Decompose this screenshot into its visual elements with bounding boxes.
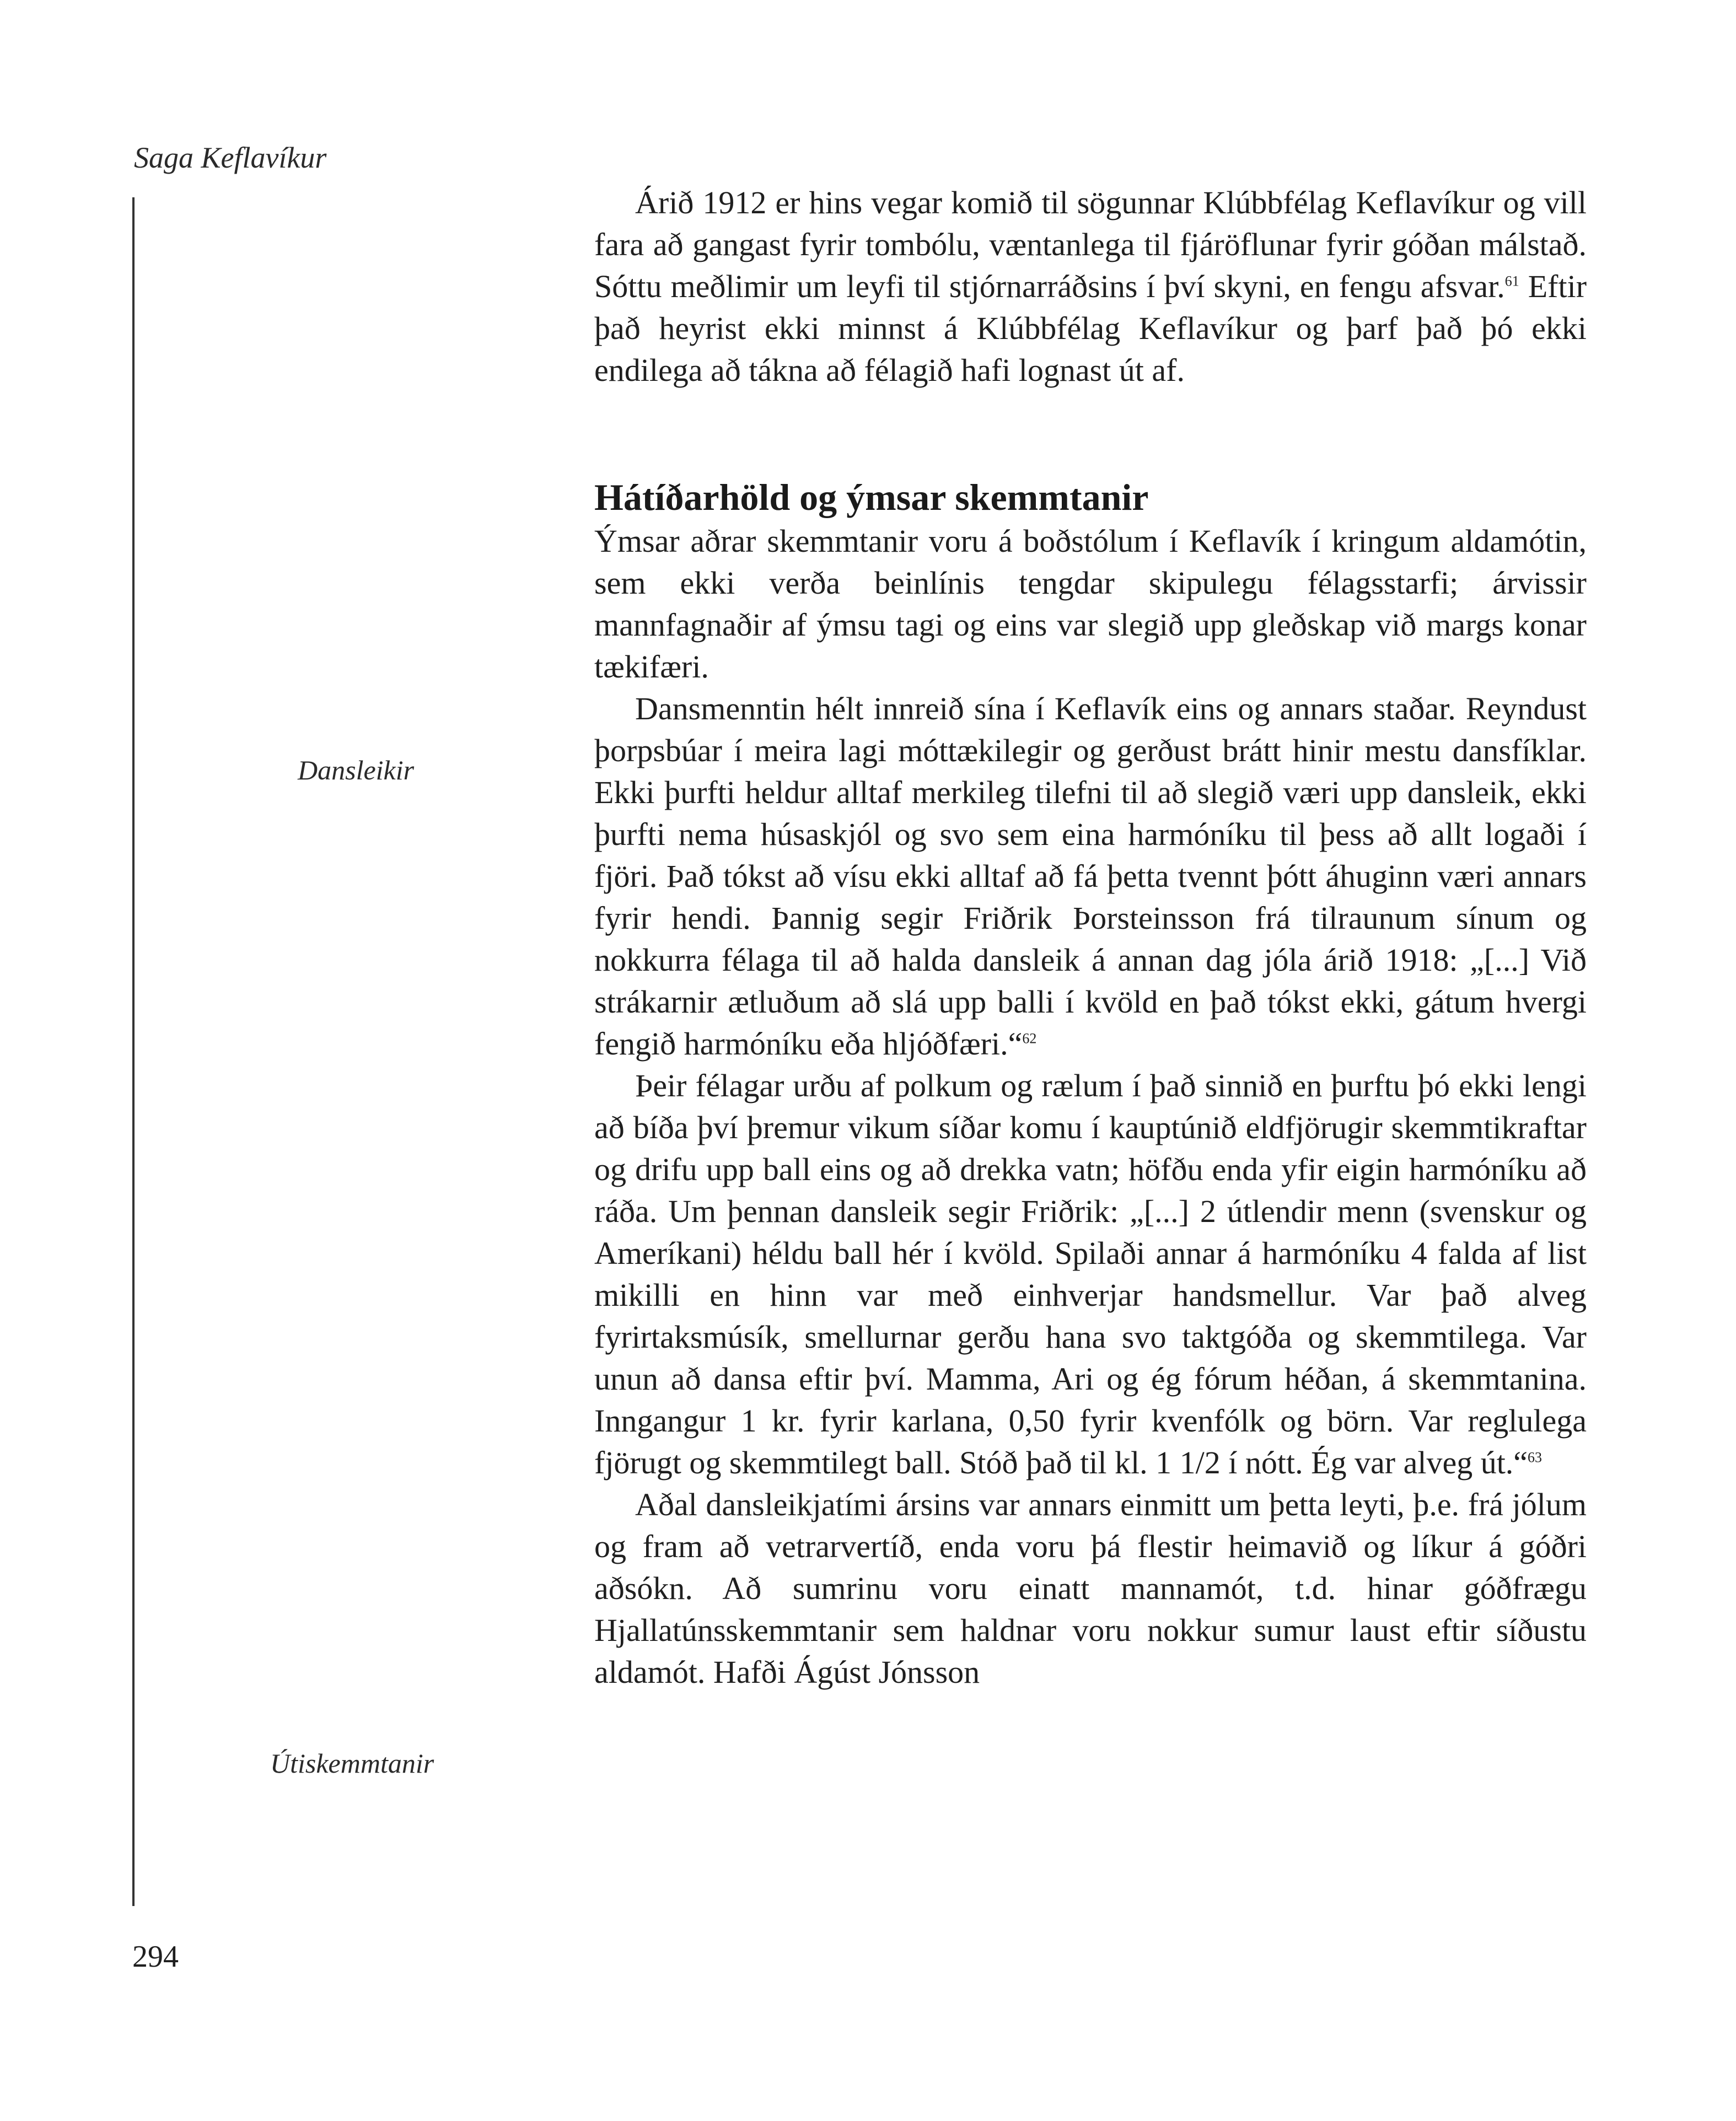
footnote-ref: 62 bbox=[1022, 1030, 1037, 1047]
footnote-ref: 61 bbox=[1504, 273, 1519, 289]
page-number: 294 bbox=[132, 1940, 179, 1974]
paragraph-dansmenntin-text: Dansmenntin hélt innreið sína í Keflavík eins og annars staðar. Reyndust þorpsbúar í meira lagi móttækilegir og gerðust brátt hinir mestu dansfíklar. Ekki þurfti heldur alltaf merkileg tilefni til að slegið væri upp dansleik, ekki þurfti nema húsaskjól og svo sem eina harmóníku til þess að allt logaði í fjöri. Það tókst að vísu ekki alltaf að fá þetta tvennt þótt áhuginn væri annars fyrir hendi. Þannig segir Friðrik Þorsteinsson frá tilraunum sínum og nokkurra félaga til að halda dansleik á annan dag jóla árið 1918: „[...] Við strákarnir ætluðum að slá upp balli í kvöld en það tókst ekki, gátum hvergi fengið harmóníku eða hljóðfæri.“ bbox=[594, 691, 1587, 1062]
running-head: Saga Keflavíkur bbox=[134, 141, 327, 174]
main-text-column bbox=[594, 182, 1587, 1693]
margin-rule bbox=[132, 197, 135, 1906]
footnote-ref: 63 bbox=[1528, 1449, 1542, 1466]
paragraph-intro-text-cont: Eftir það heyrist ekki minnst á Klúbbfélag Keflavíkur og þarf það þó ekki endilega að tákna að félagið hafi lognast út af. bbox=[594, 268, 1587, 388]
side-note-utiskemmtanir: Útiskemmtanir bbox=[270, 1748, 434, 1779]
paragraph-dansleikjatimi: Aðal dansleikjatími ársins var annars einmitt um þetta leyti, þ.e. frá jólum og fram að vetrarvertíð, enda voru þá flestir heimavið og líkur á góðri aðsókn. Að sumrinu voru einatt mannamót, t.d. hinar góðfrægu Hjallatúnsskemmtanir sem haldnar voru nokkur sumur laust eftir síðustu aldamót. Hafði Ágúst Jónsson bbox=[594, 1487, 1587, 1690]
paragraph-intro bbox=[594, 182, 1587, 391]
paragraph-felagar bbox=[594, 1065, 1587, 1484]
paragraph-dansmenntin bbox=[594, 688, 1587, 1065]
side-note-dansleikir: Dansleikir bbox=[298, 755, 415, 785]
paragraph-felagar-text: Þeir félagar urðu af polkum og rælum í það sinnið en þurftu þó ekki lengi að bíða því þremur vikum síðar komu í kauptúnið eldfjörugir skemmtikraftar og drifu upp ball eins og að drekka vatn; höfðu enda yfir eigin harmóníku að ráða. Um þennan dansleik segir Friðrik: „[...] 2 útlendir menn (svenskur og Ameríkani) héldu ball hér í kvöld. Spilaði annar á harmóníku 4 falda af list mikilli en hinn var með einhverjar handsmellur. Var það alveg fyrirtaksmúsík, smellurnar gerðu hana svo taktgóða og skemmtilega. Var unun að dansa eftir því. Mamma, Ari og ég fórum héðan, á skemmtanina. Inngangur 1 kr. fyrir karlana, 0,50 fyrir kvenfólk og börn. Var reglulega fjörugt og skemmtilegt ball. Stóð það til kl. 1 1/2 í nótt. Ég var alveg út.“ bbox=[594, 1068, 1587, 1481]
paragraph-skemmtanir: Ýmsar aðrar skemmtanir voru á boðstólum í Keflavík í kringum aldamótin, sem ekki verða beinlínis tengdar skipulegu félagsstarfi; árvissir mannfagnaðir af ýmsu tagi og eins var slegið upp gleðskap við margs konar tækifæri. bbox=[594, 523, 1587, 685]
paragraph-intro-text: Árið 1912 er hins vegar komið til sögunnar Klúbbfélag Keflavíkur og vill fara að gangast fyrir tombólu, væntanlega til fjáröflunar fyrir góðan málstað. Sóttu meðlimir um leyfi til stjórnarráðsins í því skyni, en fengu afsvar. bbox=[594, 185, 1587, 304]
section-heading: Hátíðarhöld og ýmsar skemmtanir bbox=[594, 476, 1149, 518]
section-spacer bbox=[594, 391, 1587, 474]
